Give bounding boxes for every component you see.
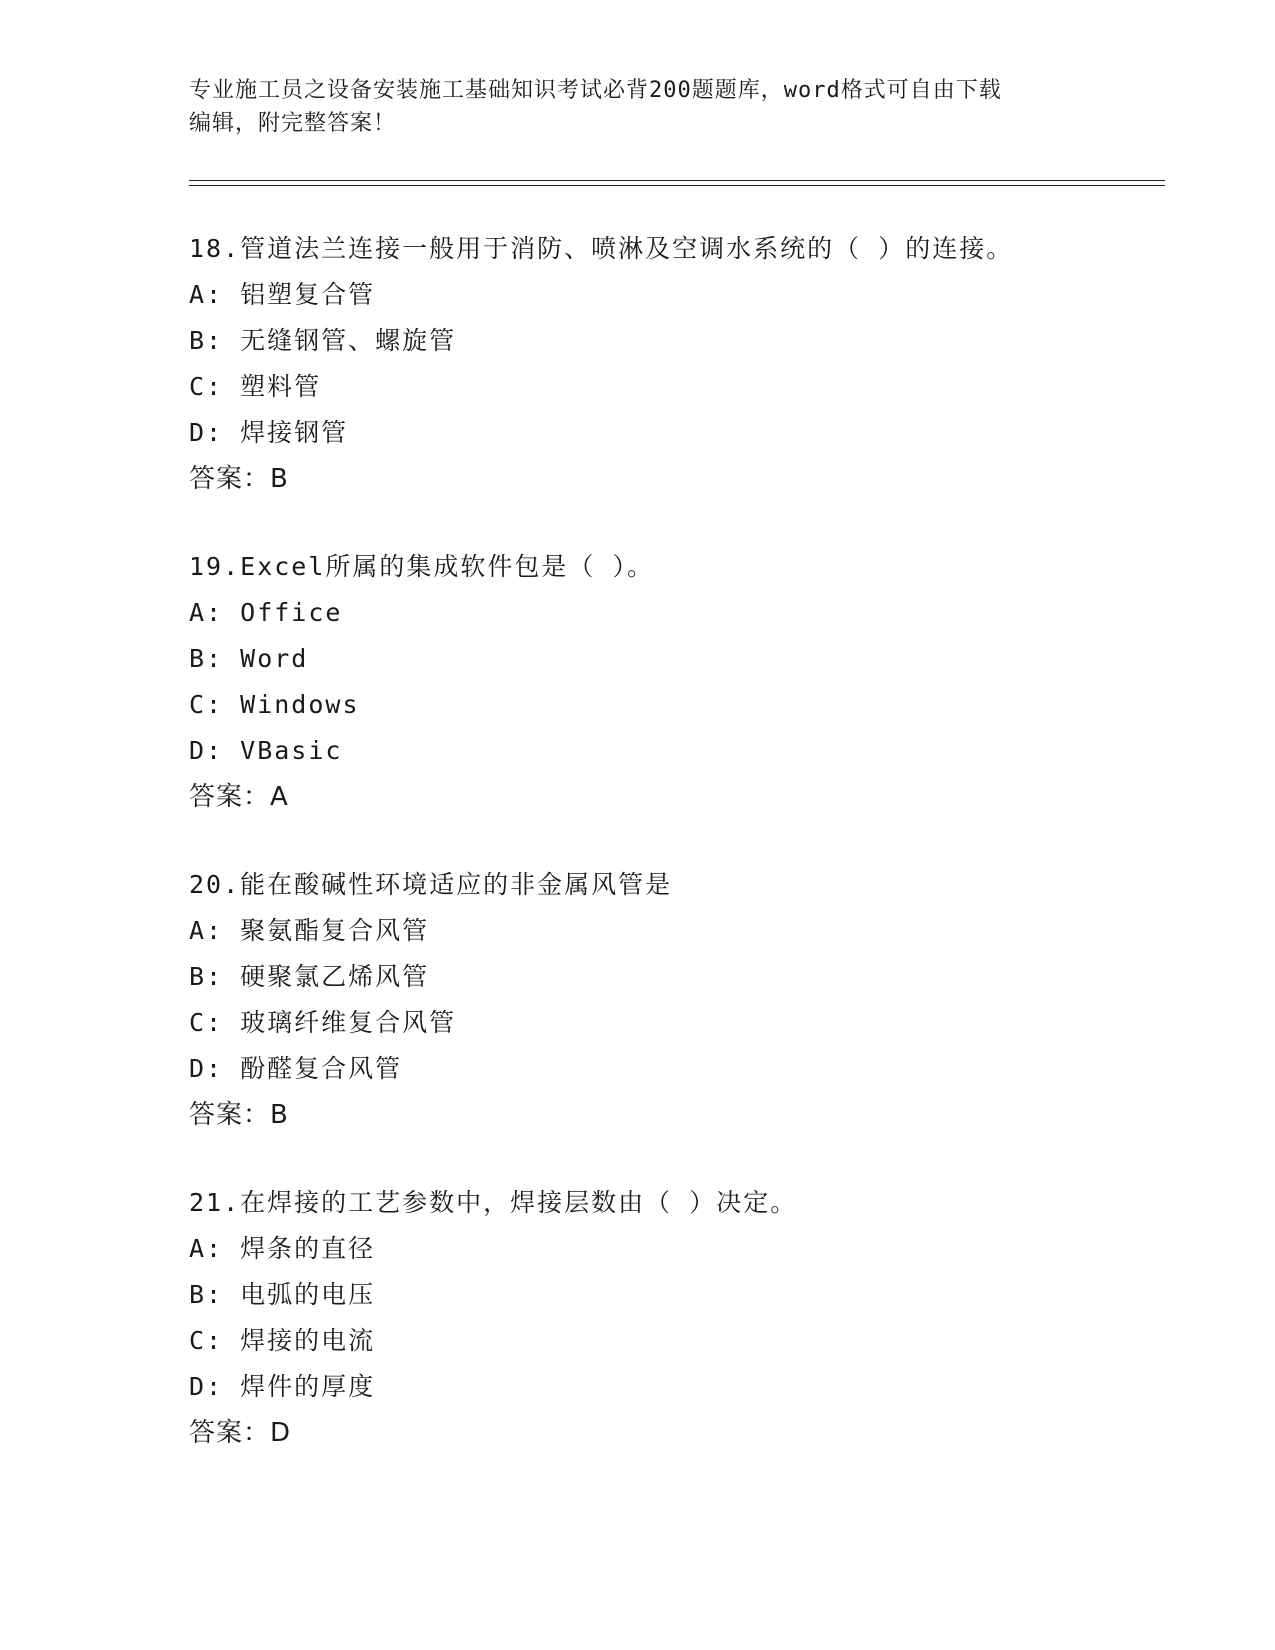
option-d: D: 焊接钢管 xyxy=(189,418,349,447)
option-a: A: Office xyxy=(189,598,343,627)
option-c: C: 玻璃纤维复合风管 xyxy=(189,1008,457,1037)
header-divider-top xyxy=(189,180,1165,181)
answer-line: 答案：B xyxy=(189,464,289,494)
document-header xyxy=(189,74,1089,140)
option-c: C: 焊接的电流 xyxy=(189,1326,376,1355)
question-18 xyxy=(189,226,1189,502)
header-line-2: 编辑，附完整答案！ xyxy=(189,111,397,136)
option-a: A: 焊条的直径 xyxy=(189,1234,376,1263)
option-c: C: Windows xyxy=(189,690,360,719)
option-c: C: 塑料管 xyxy=(189,372,322,401)
option-a: A: 聚氨酯复合风管 xyxy=(189,916,430,945)
question-21 xyxy=(189,1180,1189,1456)
question-20 xyxy=(189,862,1189,1138)
question-stem: 19.Excel所属的集成软件包是（ ）。 xyxy=(189,552,654,581)
option-b: B: 无缝钢管、螺旋管 xyxy=(189,326,457,355)
answer-line: 答案：D xyxy=(189,1418,292,1448)
question-19 xyxy=(189,544,1189,820)
header-line-1: 专业施工员之设备安装施工基础知识考试必背200题题库，word格式可自由下载 xyxy=(189,78,1002,103)
option-b: B: Word xyxy=(189,644,309,673)
question-stem: 20.能在酸碱性环境适应的非金属风管是 xyxy=(189,870,673,899)
option-a: A: 铝塑复合管 xyxy=(189,280,376,309)
header-divider-bottom xyxy=(189,185,1165,186)
option-b: B: 电弧的电压 xyxy=(189,1280,376,1309)
question-stem: 21.在焊接的工艺参数中，焊接层数由（ ）决定。 xyxy=(189,1188,798,1217)
option-d: D: VBasic xyxy=(189,736,343,765)
option-d: D: 酚醛复合风管 xyxy=(189,1054,403,1083)
question-stem: 18.管道法兰连接一般用于消防、喷淋及空调水系统的（ ）的连接。 xyxy=(189,234,1014,263)
option-d: D: 焊件的厚度 xyxy=(189,1372,376,1401)
option-b: B: 硬聚氯乙烯风管 xyxy=(189,962,430,991)
answer-line: 答案：B xyxy=(189,1100,289,1130)
answer-line: 答案：A xyxy=(189,782,289,812)
